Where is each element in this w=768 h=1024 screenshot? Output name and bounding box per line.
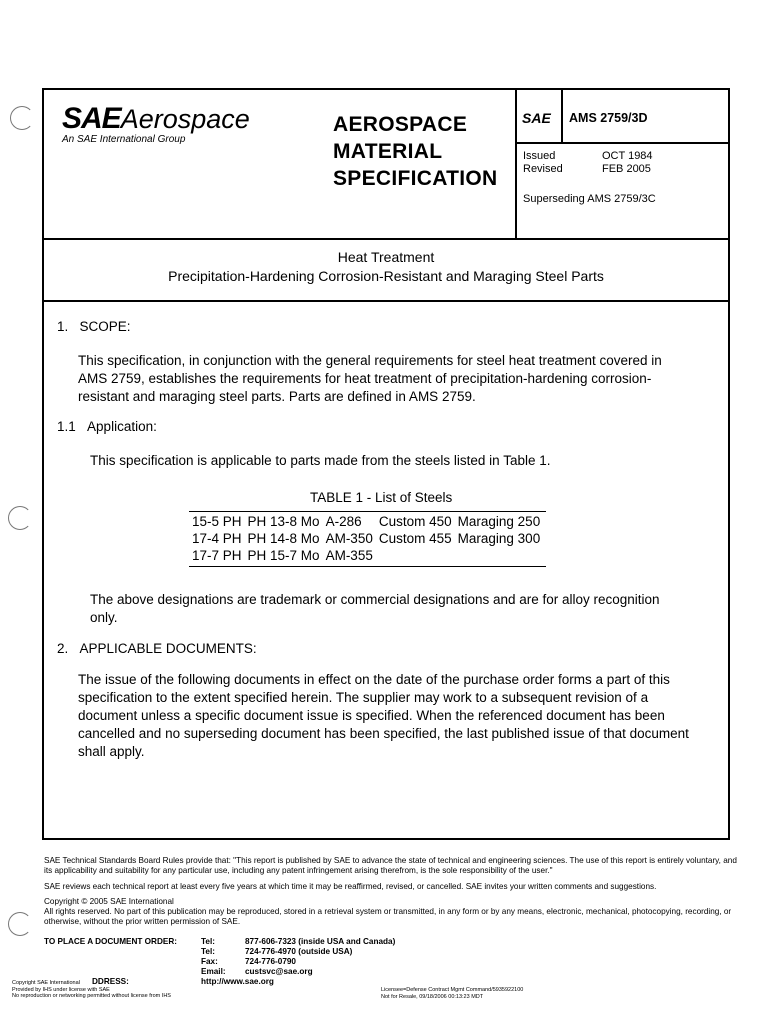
section-1-1-text: This specification is applicable to parts made from the steels listed in Table 1. [90, 453, 551, 468]
section-1-text: This specification, in conjunction with the general requirements for steel heat treatment covered in AMS 2759, establishes the requirements for heat treatment of precipitation-hardening corrosion-resistant and maraging steel parts. Parts are defined in AMS 2759. [78, 353, 662, 404]
footer-copyright: Copyright © 2005 SAE International [44, 897, 174, 906]
revised-date: FEB 2005 [602, 163, 651, 175]
punch-hole-mark [10, 106, 34, 130]
web-address-link[interactable]: http://www.sae.org [201, 977, 274, 986]
table-row: 17-4 PH PH 14-8 Mo AM-350 Custom 455 Maraging 300 [192, 531, 541, 546]
logo-subtitle: An SAE International Group [62, 134, 186, 145]
contact-row: Email: custsvc@sae.org [201, 967, 313, 976]
contact-row: Fax: 724-776-0790 [201, 957, 296, 966]
sae-mark: SAE [522, 110, 551, 126]
document-title [44, 248, 728, 286]
issued-label: Issued [523, 150, 556, 162]
title-line-2: Precipitation-Hardening Corrosion-Resistant and Maraging Steel Parts [168, 268, 604, 284]
footer-rules: SAE Technical Standards Board Rules provide that: "This report is published by SAE to advance the state of technical and engineering sciences. The use of this report is entirely voluntary, and its applicability and suitability for any particular use, including any patent infringement arising therefrom, is the sole responsibility of the user." [44, 856, 737, 875]
spec-title: AEROSPACE MATERIAL SPECIFICATION [333, 113, 498, 190]
issue-dates [602, 150, 653, 176]
punch-hole-mark [8, 912, 32, 936]
contact-row: Tel: 877-606-7323 (inside USA and Canada) [201, 937, 396, 946]
licensee-notice: Licensee=Defense Contract Mgmt Command/5935922100 Not for Resale, 09/18/2006 00:13:23 MDT [381, 987, 524, 1000]
header-vertical-divider [515, 90, 517, 238]
footer-review: SAE reviews each technical report at least every five years at which time it may be reaffirmed, revised, or cancelled. SAE invites your written comments and suggestions. [44, 882, 657, 891]
issue-labels [523, 150, 563, 176]
sae-mark-divider [561, 90, 563, 142]
section-2-text: The issue of the following documents in effect on the date of the purchase order forms a part of this specification to the extent specified herein. The supplier may work to a subsequent revision of a document unless a specific document issue is specified. When the referenced document has been cancelled and no superseding document has been specified, the last published issue of that document shall apply. [78, 672, 689, 759]
title-line-1: Heat Treatment [337, 249, 435, 265]
superseding-label: Superseding [523, 193, 585, 205]
logo-aerospace-text: Aerospace [120, 104, 250, 134]
table-note: The above designations are trademark or commercial designations and are for alloy recognition only. [90, 592, 660, 625]
header-divider [44, 238, 728, 240]
section-2-heading: 2. APPLICABLE DOCUMENTS: [57, 641, 257, 656]
footer-rights: All rights reserved. No part of this publication may be reproduced, stored in a retrieval system or transmitted, in any form or by any means, electronic, mechanical, photocopying, recording, or otherwise, without the prior written permission of SAE. [44, 907, 732, 926]
punch-hole-mark [8, 506, 32, 530]
web-label: DDRESS: [92, 977, 129, 986]
doc-number-divider [515, 142, 728, 144]
contact-list [201, 937, 395, 977]
order-label: TO PLACE A DOCUMENT ORDER: [44, 937, 177, 946]
superseding-line [523, 193, 656, 205]
section-1-heading: 1. SCOPE: [57, 319, 131, 334]
table-row: 15-5 PH PH 13-8 Mo A-286 Custom 450 Maraging 250 [192, 514, 541, 529]
doc-number: AMS 2759/3D [569, 111, 648, 125]
superseding-value: AMS 2759/3C [587, 193, 656, 205]
logo-sae-text: SAE [62, 102, 121, 135]
ihs-notice: Copyright SAE International Provided by IHS under license with SAE No reproduction or networking permitted without license from IHS [12, 980, 171, 999]
revised-label: Revised [523, 163, 563, 175]
steels-table [189, 511, 546, 567]
issued-date: OCT 1984 [602, 150, 653, 162]
section-1-1-heading: 1.1 Application: [57, 419, 157, 434]
table-row: 17-7 PH PH 15-7 Mo AM-355 [192, 548, 373, 563]
contact-row: Tel: 724-776-4970 (outside USA) [201, 947, 353, 956]
title-divider [44, 300, 728, 302]
email-link[interactable]: custsvc@sae.org [245, 967, 313, 976]
table-caption: TABLE 1 - List of Steels [310, 490, 453, 505]
sae-aerospace-logo [62, 102, 250, 136]
